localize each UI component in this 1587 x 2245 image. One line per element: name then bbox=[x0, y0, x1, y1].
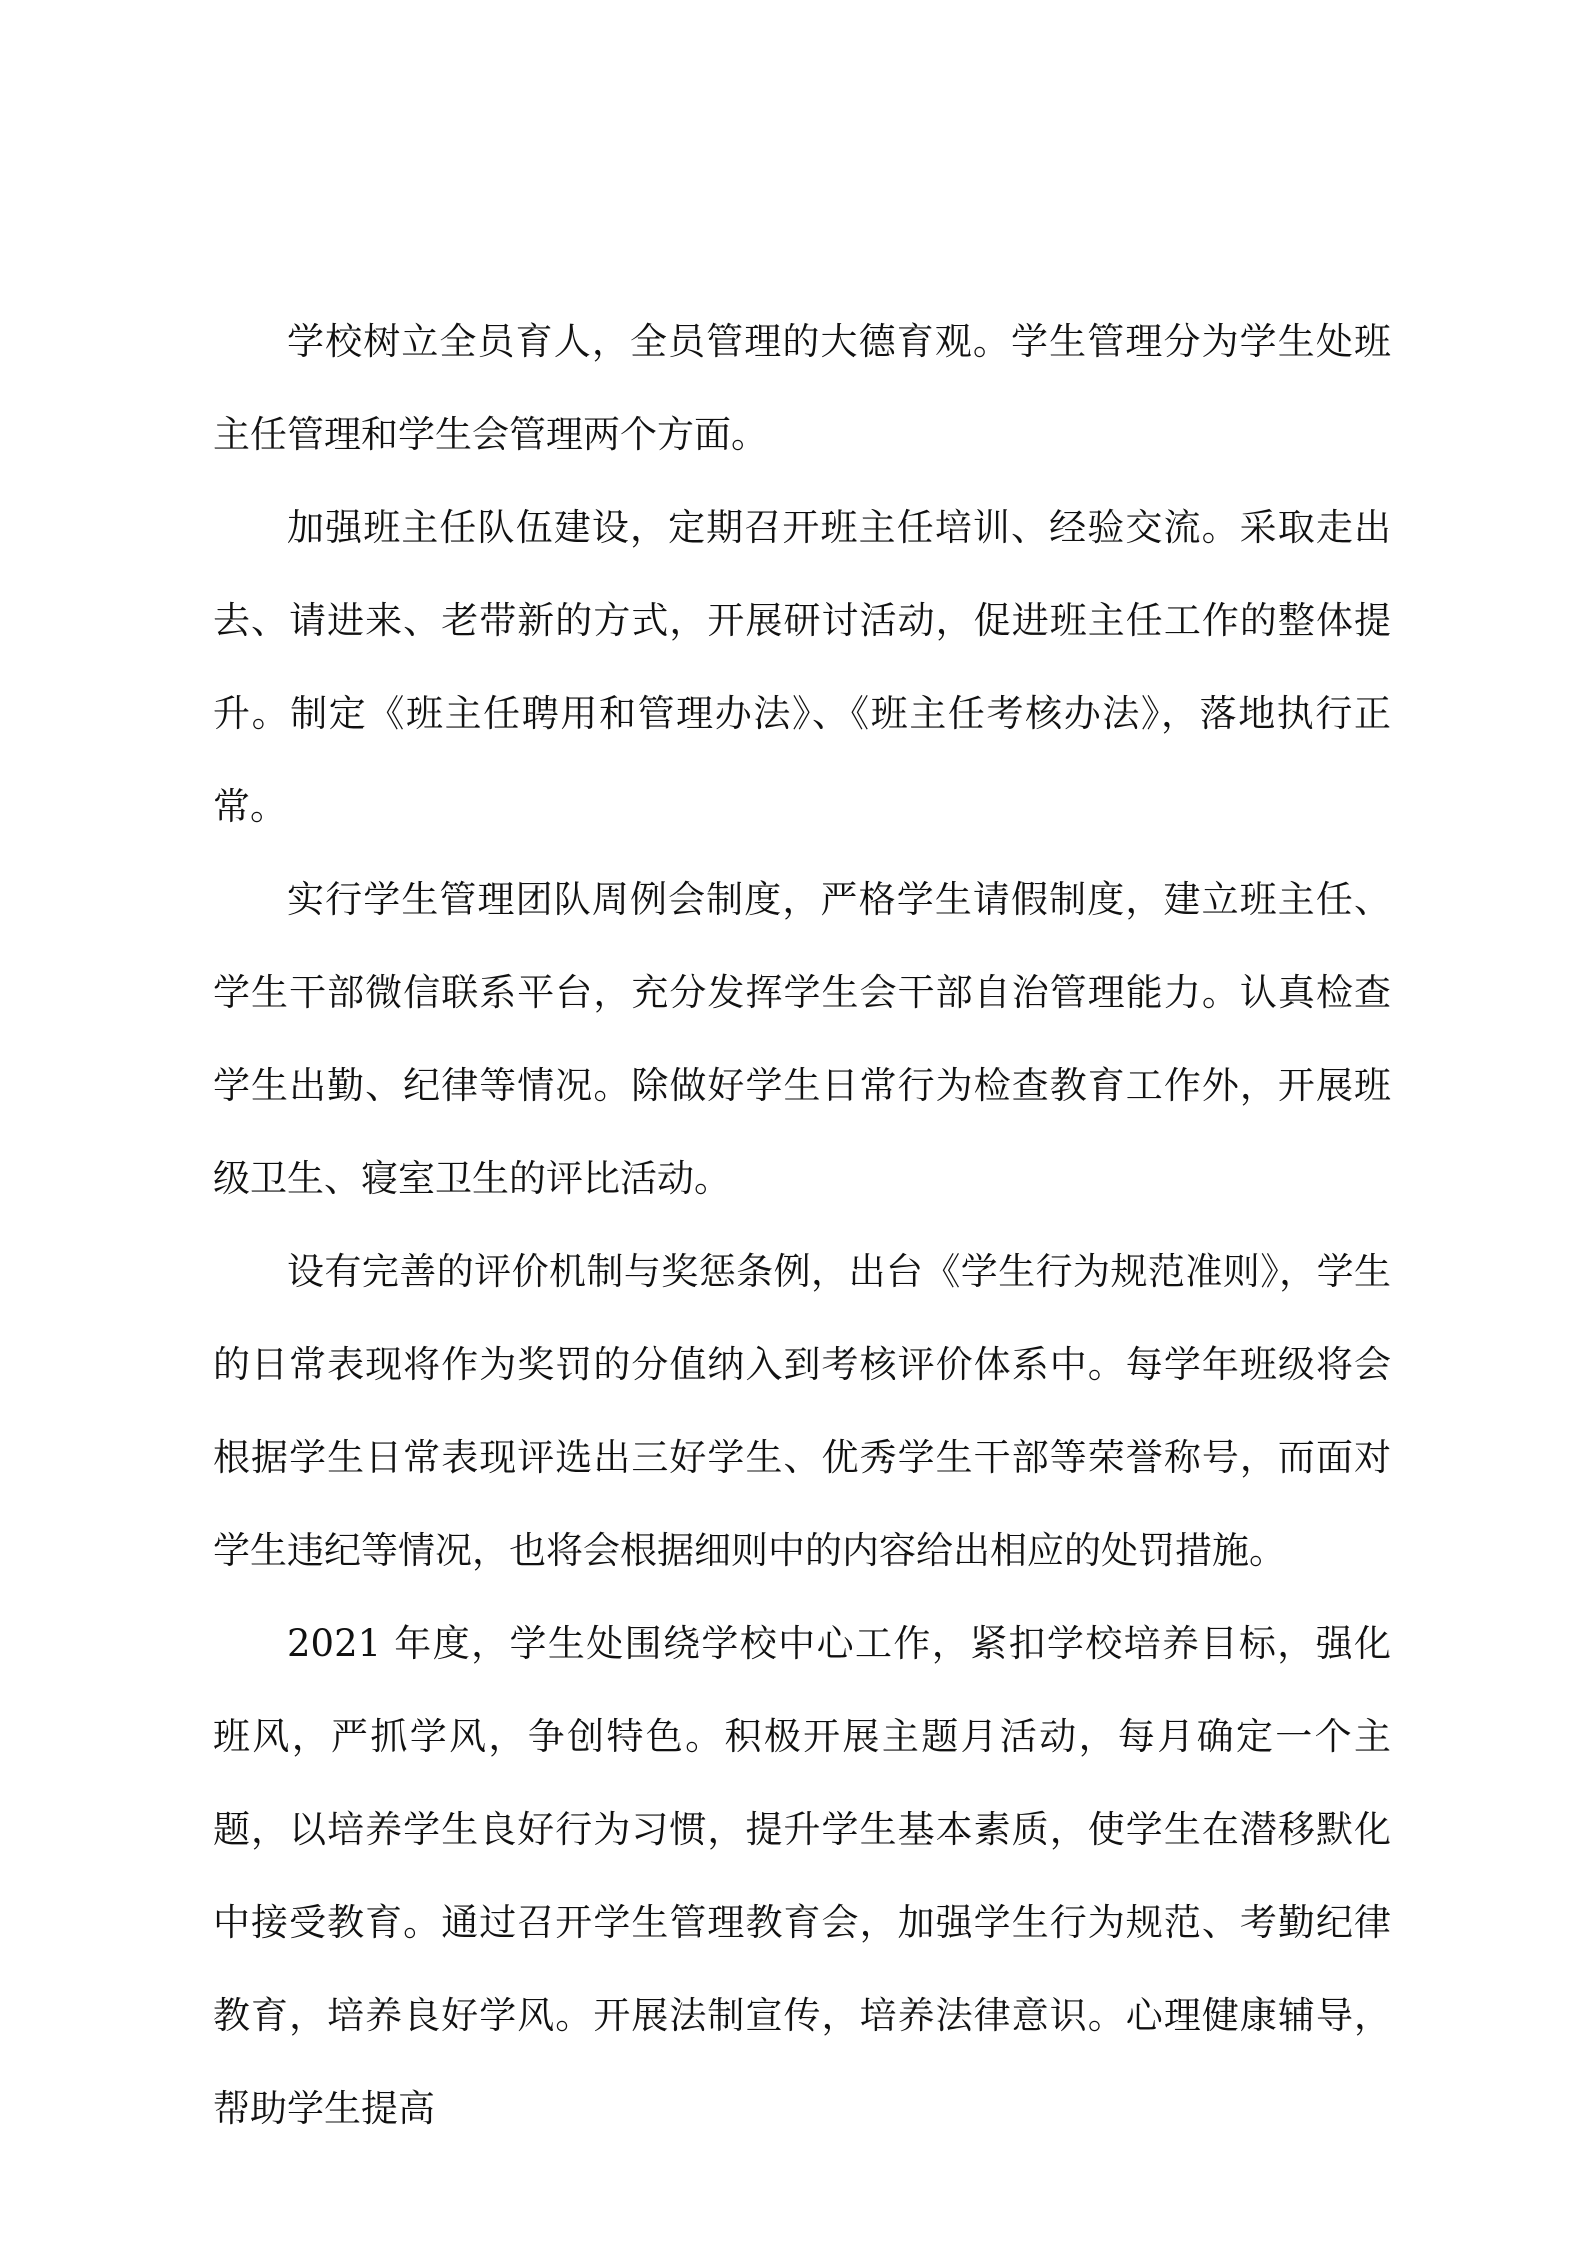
paragraph-4: 设有完善的评价机制与奖惩条例，出台《学生行为规范准则》，学生的日常表现将作为奖罚的分值纳入到考核评价体系中。每学年班级将会根据学生日常表现评选出三好学生、优秀学生干部等荣誉称号，而面对学生违纪等情况，也将会根据细则中的内容给出相应的处罚措施。 bbox=[213, 1250, 1391, 1572]
paragraph-1: 学校树立全员育人，全员管理的大德育观。学生管理分为学生处班主任管理和学生会管理两个方面。 bbox=[213, 320, 1391, 456]
paragraph-2: 加强班主任队伍建设，定期召开班主任培训、经验交流。采取走出去、请进来、老带新的方式，开展研讨活动，促进班主任工作的整体提升。制定《班主任聘用和管理办法》、《班主任考核办法》，落地执行正常。 bbox=[213, 506, 1391, 828]
document-body bbox=[213, 295, 1391, 2155]
paragraph-5: 2021 年度，学生处围绕学校中心工作，紧扣学校培养目标，强化班风，严抓学风，争创特色。积极开展主题月活动，每月确定一个主题，以培养学生良好行为习惯，提升学生基本素质，使学生在潜移默化中接受教育。通过召开学生管理教育会，加强学生行为规范、考勤纪律教育，培养良好学风。开展法制宣传，培养法律意识。心理健康辅导，帮助学生提高 bbox=[213, 1622, 1391, 2130]
paragraph-3: 实行学生管理团队周例会制度，严格学生请假制度，建立班主任、学生干部微信联系平台，充分发挥学生会干部自治管理能力。认真检查学生出勤、纪律等情况。除做好学生日常行为检查教育工作外，开展班级卫生、寝室卫生的评比活动。 bbox=[213, 878, 1391, 1200]
